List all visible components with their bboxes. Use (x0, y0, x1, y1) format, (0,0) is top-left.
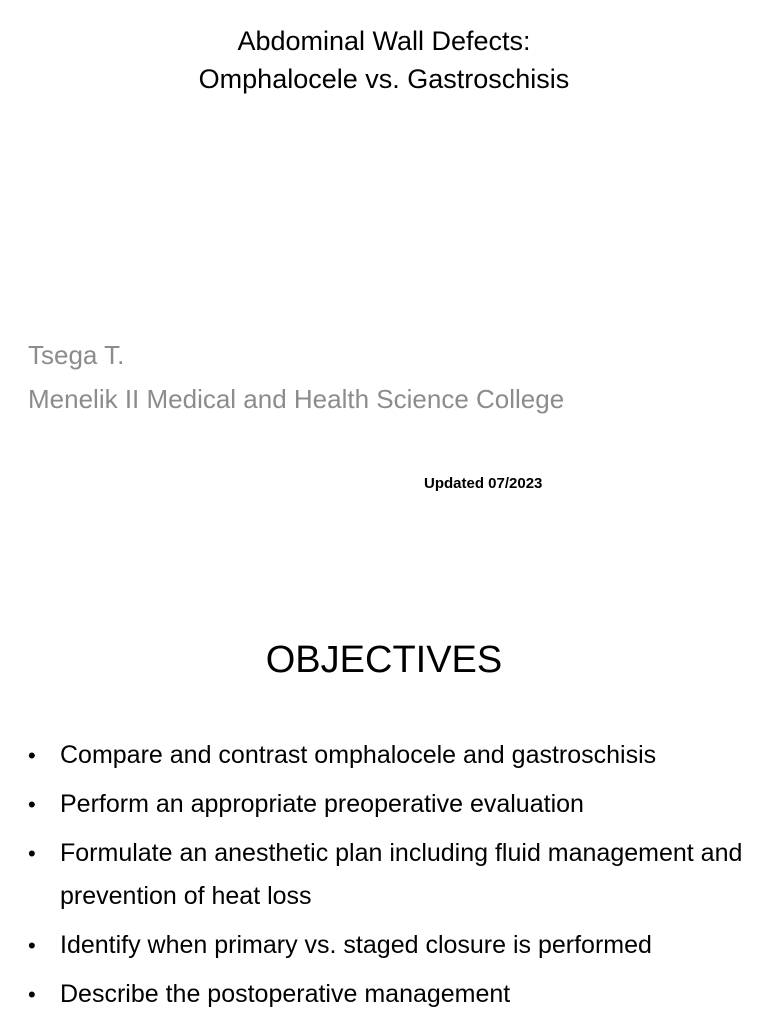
objective-text: Formulate an anesthetic plan including fluid management and prevention of heat loss (60, 839, 743, 910)
list-item (28, 924, 748, 967)
objective-text: Identify when primary vs. staged closure is performed (60, 931, 652, 959)
list-item (28, 734, 748, 777)
list-item (28, 973, 748, 1016)
institution-name: Menelik II Medical and Health Science College (28, 384, 565, 414)
title-line-2: Omphalocele vs. Gastroschisis (198, 64, 570, 94)
bullet-icon: • (28, 841, 36, 866)
author-block (28, 333, 748, 421)
author-name: Tsega T. (28, 340, 125, 370)
bullet-icon: • (28, 982, 36, 1007)
objective-text: Perform an appropriate preoperative evaluation (60, 790, 584, 818)
bullet-icon: • (28, 933, 36, 958)
objectives-list (28, 734, 748, 1022)
list-item (28, 832, 748, 918)
list-item (28, 783, 748, 826)
updated-date: Updated 07/2023 (424, 475, 543, 492)
objectives-heading: OBJECTIVES (265, 639, 503, 681)
title-line-1: Abdominal Wall Defects: (237, 26, 531, 56)
objectives-slide (0, 512, 768, 1024)
presentation-title (0, 22, 768, 98)
bullet-icon: • (28, 792, 36, 817)
objective-text: Describe the postoperative management (60, 980, 511, 1008)
objective-text: Compare and contrast omphalocele and gastroschisis (60, 741, 657, 769)
bullet-icon: • (28, 743, 36, 768)
